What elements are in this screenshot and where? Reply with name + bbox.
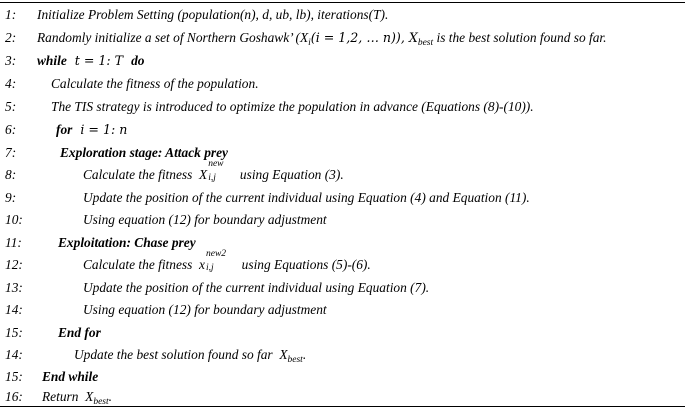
line-number: 13:	[5, 280, 23, 295]
line-number: 5:	[5, 99, 17, 114]
line-number: 1:	[5, 7, 17, 22]
line-text: End while	[42, 369, 99, 384]
line-number: 14:	[5, 347, 23, 362]
line-number: 16:	[5, 389, 23, 404]
line-text: while t = 1: T do	[37, 53, 145, 68]
line-text: The TIS strategy is introduced to optimize the population in advance (Equations (8)-(10)).	[51, 99, 534, 114]
line-number: 12:	[5, 257, 23, 272]
line-number: 11:	[5, 235, 22, 250]
line-text: Calculate the fitness of the population.	[51, 76, 259, 91]
top-rule	[0, 2, 685, 3]
line-number: 10:	[5, 212, 23, 227]
line-number: 15:	[5, 325, 23, 340]
line-number: 14:	[5, 302, 23, 317]
line-text: for i = 1: n	[56, 122, 128, 137]
line-number: 4:	[5, 76, 17, 91]
line-number: 8:	[5, 167, 17, 182]
line-text: Exploitation: Chase prey	[58, 235, 196, 250]
bottom-rule	[0, 406, 685, 407]
line-text: Update the best solution found so far $X_{best}$.	[74, 347, 307, 365]
line-text: Randomly initialize a set of Northern Goshawk’ ($X_i(i = 1,2$, … n)), $X_{best}$ is the best solution found so far.	[37, 30, 607, 48]
line-text: Using equation (12) for boundary adjustment	[83, 212, 327, 227]
line-text: Update the position of the current individual using Equation (4) and Equation (11).	[83, 190, 530, 205]
line-number: 15:	[5, 369, 23, 384]
line-number: 7:	[5, 145, 17, 160]
line-number: 3:	[5, 53, 17, 68]
line-number: 9:	[5, 190, 17, 205]
line-text: End for	[58, 325, 101, 340]
line-text: Update the position of the current individual using Equation (7).	[83, 280, 430, 295]
line-text: Calculate the fitness x new2 i,j using Equations (5)-(6).	[83, 249, 371, 273]
line-number: 2:	[5, 30, 17, 45]
line-text: Exploration stage: Attack prey	[60, 145, 228, 160]
line-text: Initialize Problem Setting (population(n), d, ub, lb), iterations(T).	[37, 7, 389, 22]
line-text: Using equation (12) for boundary adjustment	[83, 302, 327, 317]
line-number: 6:	[5, 122, 17, 137]
line-text: Return $X_{best}$.	[42, 389, 112, 407]
line-text: Calculate the fitness X new i,j using Equation (3).	[83, 159, 344, 183]
